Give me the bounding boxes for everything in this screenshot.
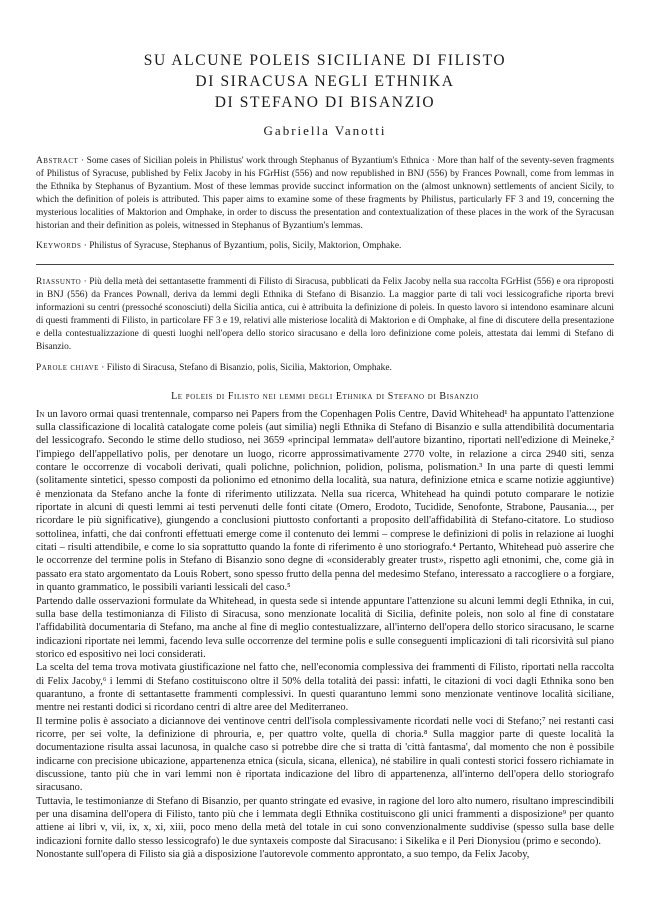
keywords-english — [36, 240, 614, 253]
first-word: In — [36, 408, 45, 420]
keywords-italian — [36, 362, 614, 375]
title-line-3: DI STEFANO DI BISANZIO — [214, 94, 436, 111]
keywords-label: Keywords — [36, 241, 82, 252]
article-body — [36, 408, 614, 862]
abstract-divider — [36, 264, 614, 265]
title-line-2: DI SIRACUSA NEGLI ETHNIKA — [195, 73, 455, 90]
body-paragraph: Nonostante sull'opera di Filisto sia già a disposizione l'autorevole commento approntato, a suo tempo, da Felix Jacoby, — [36, 849, 530, 861]
title-line-1: SU ALCUNE POLEIS SICILIANE DI FILISTO — [143, 52, 507, 69]
keywords-english-text: · Philistus of Syracuse, Stephanus of Byzantium, polis, Sicily, Maktorion, Omphake. — [81, 241, 402, 252]
abstract-italian — [36, 276, 614, 353]
abstract-block — [36, 155, 614, 375]
body-paragraph: La scelta del tema trova motivata giustificazione nel fatto che, nell'economia complessiva dei frammenti di Filisto, riportati nella raccolta di Felix Jacoby,⁶ i lemmi di Stefano costituiscono oltre il 50% della totalità dei passi: infatti, le citazioni di voci dagli Ethnika sono ben quarantuno, a fronte di settantasette frammenti complessivi. In questi quarantuno lemmi sono menzionate ventinove località siciliane, mentre nei restanti dodici si ricordano centri di altre aree del Mediterraneo. — [36, 662, 614, 714]
body-paragraph — [36, 408, 614, 595]
abstract-english — [36, 155, 614, 232]
abstract-label: Abstract — [36, 156, 79, 166]
body-paragraph: Il termine polis è associato a diciannove dei ventinove centri dell'isola complessivamente ricordati nelle voci di Stefano;⁷ nei restanti casi ricorre, per sei volte, la definizione di phrouria, e, per quattro volte, quella di choria.⁸ Sulla maggior parte di queste località la documentazione risulta assai lacunosa, in qualche caso si potrebbe dire che si tratta di 'città fantasma', dal momento che non è possibile indicarne con precisione ubicazione, appartenenza etnica (sicula, sicana, ellenica), né stabilire in quali contesti storici fossero richiamate in discussione, tanto più che in vari lemmi non è riportata indicazione del libro di appartenenza, all'interno dell'opera dello storiografo siracusano. — [36, 715, 614, 794]
body-paragraph: Tuttavia, le testimonianze di Stefano di Bisanzio, per quanto stringate ed evasive, in ragione del loro alto numero, risultano imprescindibili per una disamina dell'opera di Filisto, tanto più che i lemmata degli Ethnika costituiscono gli unici frammenti a disposizione⁹ per quanto attiene ai libri v, vii, ix, x, xi, xiii, poco meno della metà del totale in cui sono convenzionalmente suddivise (spesso sulla base delle indicazioni fornite dallo stesso lessicografo) le due syntaxeis composte dal Siracusano: i Sikelika e il Peri Dionysiou (primo e secondo). — [36, 795, 614, 847]
section-heading: Le poleis di Filisto nei lemmi degli Ethnika di Stefano di Bisanzio — [171, 390, 479, 402]
author-name: Gabriella Vanotti — [263, 123, 387, 138]
keywords-italian-text: · Filisto di Siracusa, Stefano di Bisanzio, polis, Sicilia, Maktorion, Omphake. — [98, 362, 392, 373]
abstract-english-text: · Some cases of Sicilian poleis in Philistus' work through Stephanus of Byzantium's Ethnica · More than half of the seventy-seven fragments of Philistus of Syracuse, published by Felix Jacoby in his FGrHist (556) and now republished in BNJ (556) by Frances Pownall, come from lemmas in the Ethnika by Stephanus of Byzantium. Most of these lemmas provide succinct information on the (almost unknown) settlements of ancient Sicily, to which the definition of poleis is attributed. This paper aims to examine some of these fragments by Philistus, particularly FF 3 and 19, concerning the mysterious localities of Maktorion and Omphake, in order to discuss the presentation and contextualization of these places in the work of the Syracusan historian and their definition as poleis, witnessed in Stephanus of Byzantium's lemmas. — [36, 156, 614, 231]
parole-chiave-label: Parole chiave — [36, 362, 99, 373]
abstract-italian-text: · Più della metà dei settantasette frammenti di Filisto di Siracusa, pubblicati da Felix Jacoby nella sua raccolta FGrHist (556) e ora riproposti in BNJ (556) da Frances Pownall, deriva da lemmi degli Ethnika di Stefano di Bisanzio. La maggior parte di tali voci lessicografiche riporta brevi informazioni su centri (pressoché sconosciuti) della Sicilia antica, cui è attribuita la definizione di poleis. In questo lavoro si intendono esaminare alcuni di questi frammenti di Filisto, in particolare FF 3 e 19, relativi alle misteriose località di Maktorion e di Omphake, al fine di discutere della presentazione e della contestualizzazione di questi luoghi nell'opera dello storico siracusano e della loro definizione come poleis, attestata dai lemmi di Stefano di Bisanzio. — [36, 277, 614, 352]
article-title — [36, 50, 614, 113]
riassunto-label: Riassunto — [36, 277, 82, 288]
body-paragraph: Partendo dalle osservazioni formulate da Whitehead, in questa sede si intende appuntare l'attenzione su alcuni lemmi degli Ethnika, in cui, sulla base della testimonianza di Filisto di Siracusa, sono menzionate località di Sicilia, definite poleis, non solo al fine di constatare l'affidabilità documentaria di Stefano, ma anche al fine di meglio contestualizzare, all'interno dell'opera dello storico siracusano, le scarne indicazioni riportate nei lemmi, facendo leva sulle occorrenze del termine polis e sulle conseguenti implicazioni di tali ricorsività sul piano storico ed espositivo nei loci considerati. — [36, 595, 614, 660]
paragraph-text: un lavoro ormai quasi trentennale, comparso nei Papers from the Copenhagen Polis Centre, David Whitehead¹ ha appuntato l'attenzione sulla classificazione di località catalogate come poleis (aut similia) negli Ethnika di Stefano di Bisanzio e sulla attendibilità documentaria del lessicografo. Secondo le stime dello studioso, nei 3659 «principal lemmata» dell'autore bizantino, riportati nell'edizione di Meineke,² l'impiego dell'appellativo polis, per denotare un luogo, ricorre approssimativamente 2770 volte, in relazione a circa 2940 siti, senza contare le occorrenze di vocaboli derivati, quali polichne, polichnion, polidion, polisma, polismation.³ In una parte di questi lemmi (solitamente sintetici, spesso composti da polionimo ed etnonimo della località, sua natura, definizione etnica e scarne notizie aggiuntive) è menzionata da Stefano anche la fonte di riferimento utilizzata. Nella sua ricerca, Whitehead ha quindi potuto comparare le notizie riportate in alcuni di questi lemmi ai testi pervenuti delle fonti citate (Omero, Erodoto, Tucidide, Senofonte, Strabone, Pausania..., per ricordare le più significative), giungendo a conclusioni piuttosto confortanti a proposito dell'affidabilità di Stefano-citatore. Lo studioso sottolinea, infatti, che dai confronti effettuati emerge come il contenuto dei lemmi – comprese le definizioni di polis in relazione ai luoghi citati – risulti attendibile, e come lo sia soprattutto quando la fonte di riferimento è uno storiografo.⁴ Pertanto, Whitehead può asserire che le occorrenze del termine polis in Stefano di Bisanzio sono degne di «considerably greater trust», rispetto agli etnonimi, che, come già in passato era stato argomentato da Louis Robert, sono spesso frutto della penna del medesimo Stefano, interessato a raccogliere o a forgiare, in quanto grammatico, le possibili varianti lessicali del caso.⁵ — [36, 408, 614, 594]
